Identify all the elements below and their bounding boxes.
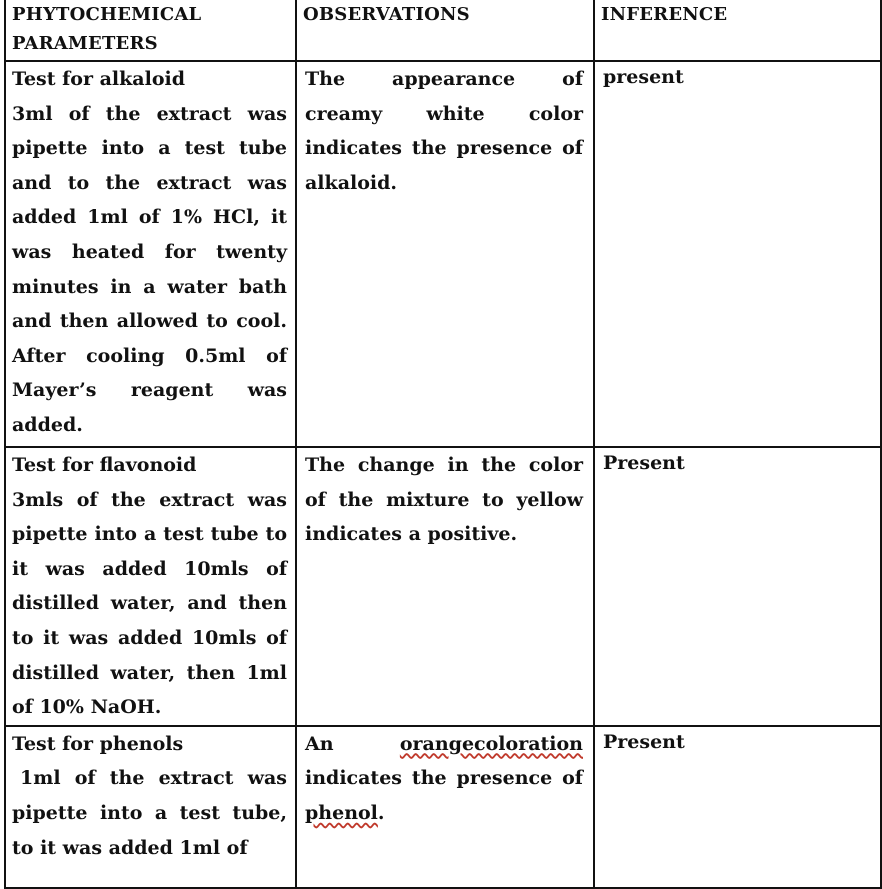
table-row: [5, 61, 881, 447]
header-parameters: PHYTOCHEMICAL PARAMETERS: [5, 0, 296, 61]
observation-prefix: An: [305, 732, 334, 755]
parameter-cell: [5, 61, 296, 447]
test-procedure: 3ml of the extract was pipette into a test tube and to the extract was added 1ml of 1% HCl, it was heated for twenty minutes in a water bath and then allowed to cool. After cooling 0.5ml of Mayer’s reagent was added.: [12, 102, 287, 436]
test-title: Test for phenols: [12, 732, 184, 755]
observation-cell: The appearance of creamy white color indicates the presence of alkaloid.: [296, 61, 594, 447]
header-inference: INFERENCE: [594, 0, 881, 61]
test-title: Test for alkaloid: [12, 68, 186, 90]
spellcheck-flagged-word: orangecoloration: [399, 732, 583, 755]
phytochemical-table: [4, 0, 882, 889]
procedure-text: 1ml of the extract was pipette into a test tube, to it was added 1ml of: [12, 767, 287, 859]
inference-cell: Present: [594, 726, 881, 888]
header-observations: OBSERVATIONS: [296, 0, 594, 61]
table-row: [5, 726, 881, 888]
parameter-cell: [5, 726, 296, 888]
table-row: [5, 447, 881, 726]
table-header-row: [5, 0, 881, 61]
observation-cell: [296, 726, 594, 888]
observation-suffix: .: [377, 801, 385, 824]
inference-cell: Present: [594, 447, 881, 726]
inference-cell: present: [594, 61, 881, 447]
spellcheck-flagged-word-phenol: phenol: [305, 801, 378, 824]
parameter-cell: [5, 447, 296, 726]
observation-cell: The change in the color of the mixture to yellow indicates a positive.: [296, 447, 594, 726]
test-procedure: 3mls of the extract was pipette into a test tube to it was added 10mls of distilled water, and then to it was added 10mls of distilled water, then 1ml of 10% NaOH.: [12, 488, 287, 719]
observation-middle: indicates the presence of: [305, 767, 583, 790]
test-title: Test for flavonoid: [12, 454, 197, 476]
test-procedure: [12, 761, 287, 865]
